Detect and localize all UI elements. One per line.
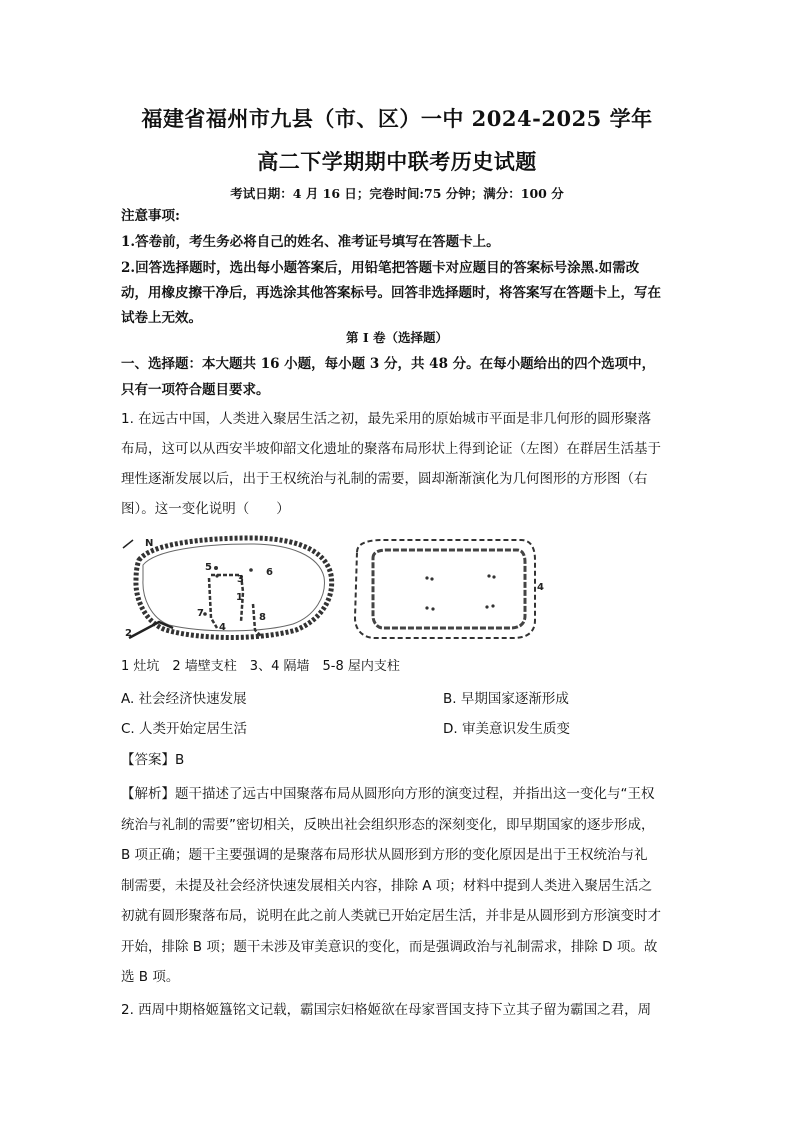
- question-2-stem: 2. 西周中期格姬簋铭文记载，霸国宗妇格姬欲在母家晋国支持下立其子留为霸国之君，周: [121, 1002, 652, 1018]
- square-settlement-figure: [355, 540, 544, 638]
- section-instructions: 一、选择题：本大题共 16 小题，每小题 3 分，共 48 分。在每小题给出的四个选项中，只有一项符合题目要求。: [121, 356, 656, 398]
- note-item-2: 2.回答选择题时，选出每小题答案后，用铅笔把答题卡对应题目的答案标号涂黑.如需改动，用橡皮擦干净后，再选涂其他答案标号。回答非选择题时，将答案写在答题卡上，写在试卷上无效。: [121, 260, 661, 326]
- figure-caption: 1 灶坑 2 墙壁支柱 3、4 隔墙 5-8 屋内支柱: [121, 659, 400, 674]
- exam-title-line2: 高二下学期期中联考历史试题: [257, 149, 537, 174]
- question-1-stem: 1. 在远古中国，人类进入聚居生活之初，最先采用的原始城市平面是非几何形的圆形聚落布局，这可以从西安半坡仰韶文化遗址的聚落布局形状上得到论证（左图）在群居生活基于理性逐渐发展以后，出于王权统治与礼制的需要，圆却渐渐演化为几何图形的方形图（右图）。这一变化说明（ ）: [121, 411, 661, 517]
- option-d: D. 审美意识发生质变: [443, 721, 570, 737]
- fig-label-right-4: 4: [537, 582, 544, 593]
- settlement-figures: [121, 530, 561, 650]
- fig-label-3: 3: [237, 574, 244, 585]
- option-c: C. 人类开始定居生活: [121, 721, 248, 737]
- notes-heading: 注意事项:: [121, 208, 180, 224]
- fig-label-6: 6: [266, 567, 273, 578]
- fig-label-2: 2: [125, 628, 132, 639]
- exam-title-line1: 福建省福州市九县（市、区）一中 2024-2025 学年: [141, 106, 653, 131]
- fig-label-north: N: [145, 538, 154, 549]
- volume-title: 第 I 卷（选择题）: [345, 330, 449, 345]
- fig-label-4: 4: [219, 622, 226, 633]
- exam-info: 考试日期：4 月 16 日；完卷时间:75 分钟；满分：100 分: [230, 186, 564, 201]
- fig-label-5: 5: [205, 562, 212, 573]
- option-a: A. 社会经济快速发展: [121, 691, 247, 707]
- question-1-answer: 【答案】B: [121, 752, 185, 768]
- note-item-1: 1.答卷前，考生务必将自己的姓名、准考证号填写在答题卡上。: [121, 234, 500, 250]
- fig-label-8: 8: [259, 612, 266, 623]
- fig-label-1: 1: [236, 592, 243, 603]
- option-b: B. 早期国家逐渐形成: [443, 691, 569, 707]
- round-settlement-figure: [123, 538, 332, 639]
- question-1-analysis: 【解析】题干描述了远古中国聚落布局从圆形向方形的演变过程，并指出这一变化与“王权统治与礼制的需要”密切相关，反映出社会组织形态的深刻变化，即早期国家的逐步形成，B 项正确；题干主要强调的是聚落布局形状从圆形到方形的变化原因是出于王权统治与礼制需要，未提及社会经济快速发展相关内容，排除 A 项；材料中提到人类进入聚居生活之初就有圆形聚落布局，说明在此之前人类就已开始定居生活，并非是从圆形到方形演变时才开始，排除 B 项；题干未涉及审美意识的变化，而是强调政治与礼制需求，排除 D 项。故选 B 项。: [121, 786, 661, 985]
- fig-label-7: 7: [197, 608, 204, 619]
